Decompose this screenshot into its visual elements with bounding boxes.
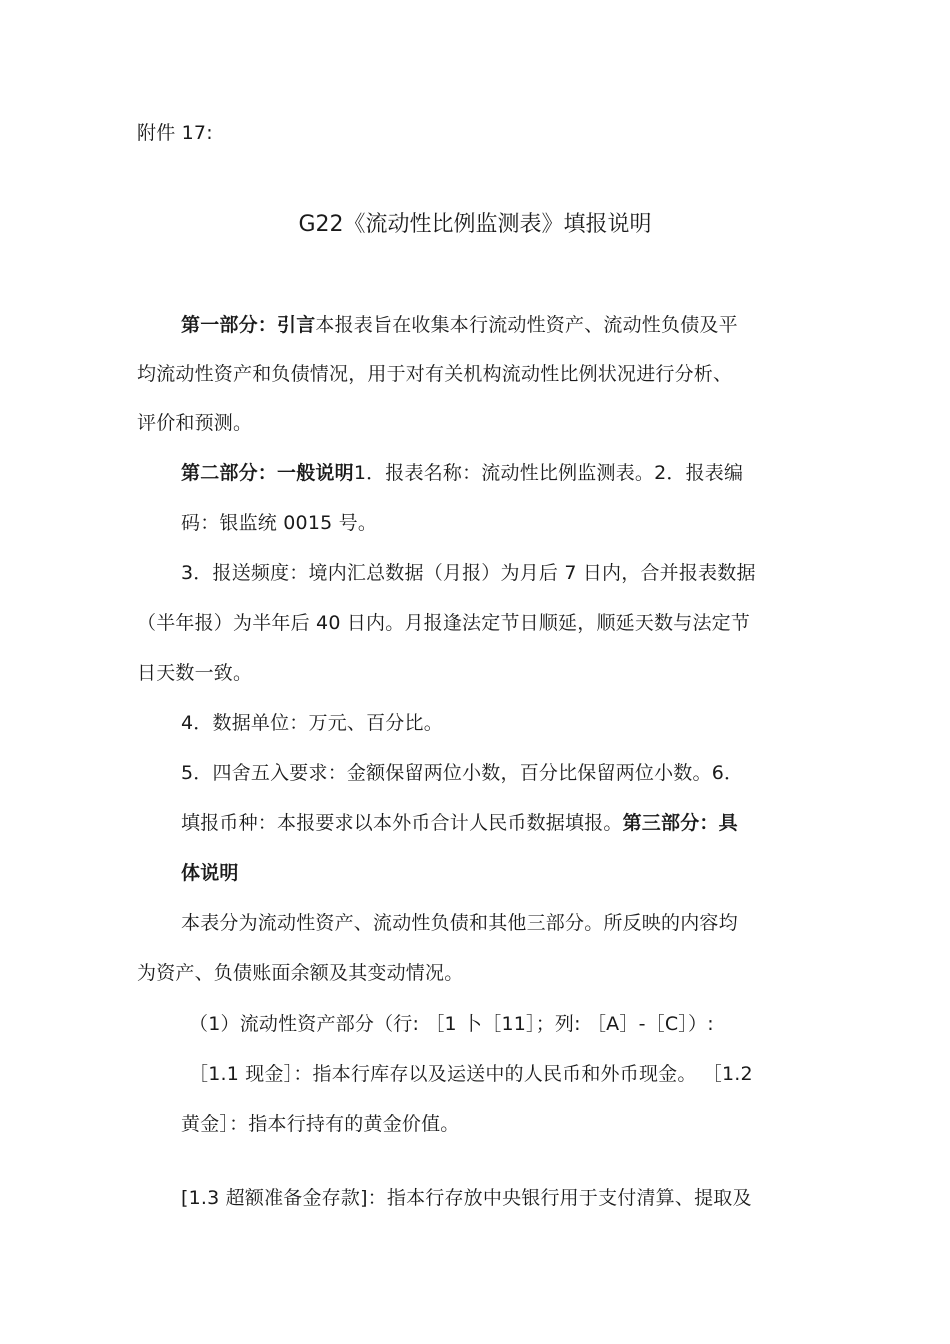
part1-text-line2: 均流动性资产和负债情况，用于对有关机构流动性比例状况进行分析、 — [137, 363, 733, 385]
part3-intro-line1: 本表分为流动性资产、流动性负债和其他三部分。所反映的内容均 — [181, 912, 738, 934]
part2-item6-line — [181, 811, 738, 835]
part2-text-line2: 码：银监统 0015 号。 — [181, 512, 378, 534]
part2-item3-line1: 3．报送频度：境内汇总数据（月报）为月后 7 日内，合并报表数据 — [181, 562, 756, 584]
part1-heading: 第一部分：引言 — [181, 314, 316, 336]
part2-item3-line2: （半年报）为半年后 40 日内。月报逢法定节日顺延，顺延天数与法定节 — [137, 612, 751, 634]
part1-text-line1: 本报表旨在收集本行流动性资产、流动性负债及平 — [315, 314, 738, 336]
part3-heading-continued: 体说明 — [181, 862, 239, 884]
part3-heading: 第三部分：具 — [622, 812, 738, 834]
part2-heading: 第二部分：一般说明 — [181, 462, 354, 484]
part2-item5-line1: 5．四舍五入要求：金额保留两位小数，百分比保留两位小数。6． — [181, 762, 744, 784]
part2-text-line1: 1．报表名称：流动性比例监测表。2．报表编 — [353, 462, 744, 484]
attachment-label: 附件 17: — [137, 122, 213, 144]
part3-intro-line2: 为资产、负债账面余额及其变动情况。 — [137, 962, 464, 984]
section1-heading: （1）流动性资产部分（行: ［1 卜［11］；列: ［A］-［C］）: — [189, 1013, 714, 1035]
part1-text-line3: 评价和预测。 — [137, 412, 253, 434]
part2-item3-line3: 日天数一致。 — [137, 662, 253, 684]
part1-paragraph-line1 — [181, 313, 738, 337]
part2-paragraph-line1 — [181, 461, 743, 485]
item11-line1: ［1.1 现金］：指本行库存以及运送中的人民币和外币现金。 ［1.2 — [189, 1063, 753, 1085]
part2-item6-text: 填报币种：本报要求以本外币合计人民币数据填报。 — [181, 812, 623, 834]
document-title: G22《流动性比例监测表》填报说明 — [298, 212, 652, 237]
part2-item4: 4．数据单位：万元、百分比。 — [181, 712, 443, 734]
item13-line1: [1.3 超额准备金存款]：指本行存放中央银行用于支付清算、提取及 — [181, 1187, 752, 1209]
item12-line2: 黄金］：指本行持有的黄金价值。 — [181, 1113, 460, 1135]
